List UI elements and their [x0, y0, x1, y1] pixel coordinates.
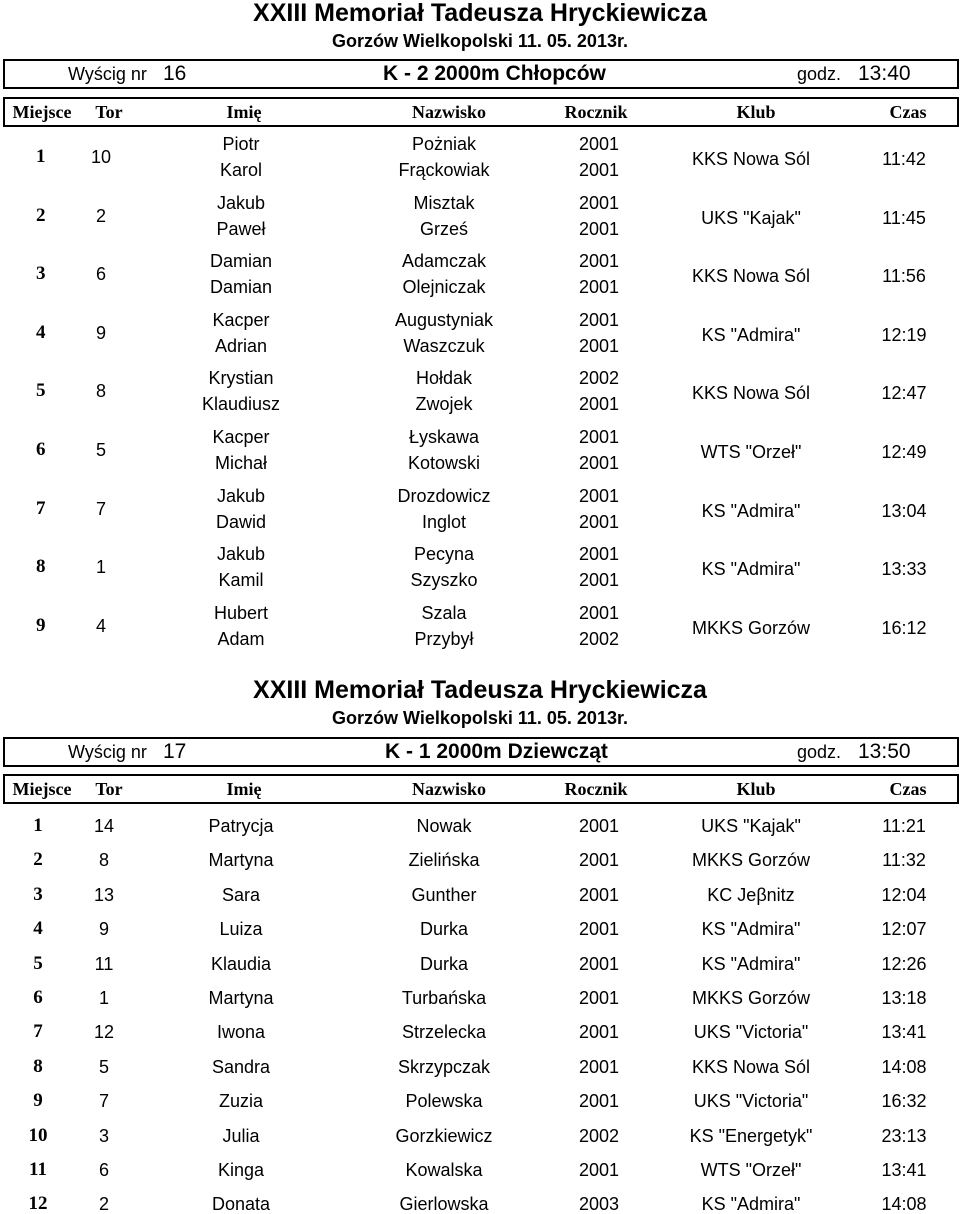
year-cell: 2001 [578, 988, 620, 1008]
club-cell: MKKS Gorzów [691, 988, 811, 1008]
club-cell: KS "Admira" [701, 953, 801, 974]
lane-cell: 13 [93, 884, 115, 905]
year-cell: 2001 [578, 394, 620, 415]
club-cell: KS "Admira" [701, 324, 801, 345]
year-cell: 2003 [578, 1194, 620, 1214]
lane-cell: 7 [98, 1091, 110, 1112]
place-cell: 7 [36, 497, 46, 519]
last-name-cell: Adamczak [401, 251, 487, 272]
place-cell: 1 [36, 146, 46, 167]
first-name-cell: Piotr [222, 134, 260, 154]
year-cell: 2001 [578, 570, 620, 591]
place-cell: 12 [28, 1193, 48, 1214]
lane-cell: 12 [93, 1022, 115, 1043]
lane-cell: 14 [93, 816, 115, 836]
time-cell: 13:33 [881, 559, 927, 580]
first-name-cell: Sandra [211, 1056, 271, 1077]
place-cell: 7 [33, 1021, 43, 1043]
time-cell: 13:41 [881, 1022, 927, 1043]
lane-cell: 10 [90, 147, 112, 167]
club-cell: WTS "Orzeł" [700, 442, 802, 462]
last-name-cell: Gorzkiewicz [395, 1125, 493, 1146]
year-cell: 2001 [578, 485, 620, 506]
time-cell: 11:45 [882, 207, 926, 228]
last-name-cell: Grześ [419, 218, 469, 239]
first-name-cell: Jakub [216, 485, 266, 506]
last-name-cell: Durka [419, 919, 469, 940]
first-name-cell: Klaudia [210, 953, 272, 974]
header-place: Miejsce [12, 779, 72, 799]
lane-cell: 6 [95, 264, 107, 285]
year-cell: 2001 [578, 1056, 620, 1077]
sheet-title: XXIII Memoriał Tadeusza Hryckiewicza [253, 0, 707, 27]
race-time: 13:50 [858, 740, 911, 763]
club-cell: KS "Admira" [701, 919, 801, 940]
club-cell: KKS Nowa Sól [691, 383, 811, 404]
first-name-cell: Kinga [217, 1160, 265, 1180]
last-name-cell: Misztak [413, 192, 475, 213]
club-cell: KS "Admira" [701, 559, 801, 580]
header-last-name: Nazwisko [411, 102, 487, 122]
place-cell: 8 [33, 1055, 43, 1077]
race-time-label: godz. [797, 742, 842, 762]
last-name-cell: Frąckowiak [398, 160, 490, 180]
club-cell: KKS Nowa Sól [691, 1056, 811, 1077]
lane-cell: 8 [98, 850, 110, 871]
place-cell: 3 [36, 263, 46, 285]
last-name-cell: Zielińska [408, 850, 480, 871]
last-name-cell: Turbańska [401, 988, 487, 1008]
place-cell: 6 [36, 439, 46, 460]
first-name-cell: Kacper [212, 309, 270, 330]
last-name-cell: Szala [421, 602, 467, 623]
sheet-subtitle: Gorzów Wielkopolski 11. 05. 2013r. [332, 31, 628, 51]
place-cell: 5 [36, 380, 46, 402]
race-event: K - 1 2000m Dziewcząt [385, 740, 608, 763]
last-name-cell: Drozdowicz [397, 485, 491, 506]
club-cell: KS "Energetyk" [689, 1125, 813, 1146]
first-name-cell: Zuzia [218, 1091, 264, 1112]
lane-cell: 1 [95, 557, 107, 578]
race-event: K - 2 2000m Chłopców [383, 62, 606, 85]
club-cell: KS "Admira" [701, 500, 801, 521]
year-cell: 2001 [578, 427, 620, 447]
year-cell: 2002 [578, 368, 620, 389]
year-cell: 2001 [578, 1160, 620, 1180]
last-name-cell: Skrzypczak [397, 1056, 491, 1077]
lane-cell: 5 [95, 440, 107, 460]
first-name-cell: Luiza [219, 919, 263, 940]
place-cell: 4 [36, 321, 46, 343]
time-cell: 13:04 [881, 500, 927, 521]
year-cell: 2001 [578, 335, 620, 356]
year-cell: 2001 [578, 453, 620, 473]
time-cell: 12:04 [881, 884, 927, 905]
first-name-cell: Martyna [208, 850, 274, 871]
header-first-name: Imię [226, 779, 262, 799]
year-cell: 2001 [578, 192, 620, 213]
header-first-name: Imię [226, 102, 262, 122]
last-name-cell: Łyskawa [408, 427, 480, 447]
lane-cell: 2 [95, 205, 107, 226]
race-info-box [3, 59, 959, 89]
place-cell: 8 [36, 556, 46, 578]
lane-cell: 6 [98, 1160, 110, 1180]
time-cell: 13:18 [881, 988, 927, 1008]
first-name-cell: Damian [209, 277, 273, 298]
time-cell: 23:13 [881, 1125, 927, 1146]
last-name-cell: Olejniczak [402, 277, 486, 298]
lane-cell: 2 [98, 1194, 110, 1214]
time-cell: 11:21 [882, 816, 926, 836]
last-name-cell: Hołdak [415, 368, 473, 389]
club-cell: UKS "Kajak" [701, 207, 801, 228]
year-cell: 2001 [578, 850, 620, 871]
club-cell: WTS "Orzeł" [700, 1160, 802, 1180]
first-name-cell: Hubert [213, 602, 269, 623]
first-name-cell: Dawid [215, 511, 267, 532]
time-cell: 12:26 [881, 953, 927, 974]
year-cell: 2001 [578, 511, 620, 532]
year-cell: 2001 [578, 816, 620, 836]
time-cell: 12:49 [881, 442, 927, 462]
club-cell: KS "Admira" [701, 1194, 801, 1214]
year-cell: 2001 [578, 1022, 620, 1043]
first-name-cell: Kacper [212, 427, 270, 447]
club-cell: UKS "Victoria" [693, 1022, 809, 1043]
last-name-cell: Gierlowska [399, 1194, 489, 1214]
header-time: Czas [889, 102, 927, 122]
year-cell: 2002 [578, 628, 620, 649]
place-cell: 1 [33, 815, 43, 836]
first-name-cell: Adam [217, 628, 265, 649]
first-name-cell: Klaudiusz [201, 394, 281, 415]
time-cell: 14:08 [881, 1056, 927, 1077]
last-name-cell: Waszczuk [403, 335, 485, 356]
time-cell: 14:08 [881, 1194, 927, 1214]
lane-cell: 9 [95, 322, 107, 343]
first-name-cell: Iwona [216, 1022, 266, 1043]
last-name-cell: Pożniak [411, 134, 477, 154]
place-cell: 2 [36, 204, 46, 226]
place-cell: 4 [33, 918, 43, 940]
header-club: Klub [736, 102, 776, 122]
lane-cell: 3 [98, 1125, 110, 1146]
time-cell: 11:56 [882, 266, 926, 287]
last-name-cell: Augustyniak [394, 309, 494, 330]
lane-cell: 11 [94, 953, 114, 974]
last-name-cell: Durka [419, 953, 469, 974]
place-cell: 10 [28, 1124, 48, 1146]
club-cell: KKS Nowa Sól [691, 149, 811, 169]
year-cell: 2001 [578, 134, 620, 154]
first-name-cell: Martyna [208, 988, 274, 1008]
first-name-cell: Damian [209, 251, 273, 272]
header-year: Rocznik [564, 102, 628, 122]
time-cell: 16:12 [881, 617, 927, 638]
sheet-title: XXIII Memoriał Tadeusza Hryckiewicza [253, 676, 707, 704]
last-name-cell: Zwojek [415, 394, 473, 415]
race-label: Wyścig nr [68, 64, 147, 84]
club-cell: MKKS Gorzów [691, 850, 811, 871]
first-name-cell: Karol [219, 160, 263, 180]
first-name-cell: Kamil [218, 570, 264, 591]
lane-cell: 7 [95, 498, 107, 519]
year-cell: 2001 [578, 309, 620, 330]
header-place: Miejsce [12, 102, 72, 122]
header-lane: Tor [95, 779, 123, 799]
year-cell: 2001 [578, 277, 620, 298]
sheet-subtitle: Gorzów Wielkopolski 11. 05. 2013r. [332, 708, 628, 728]
race-number: 17 [163, 740, 187, 763]
year-cell: 2002 [578, 1125, 620, 1146]
club-cell: UKS "Victoria" [693, 1091, 809, 1112]
year-cell: 2001 [578, 953, 620, 974]
first-name-cell: Michał [214, 453, 268, 473]
last-name-cell: Kotowski [407, 453, 481, 473]
first-name-cell: Sara [221, 884, 261, 905]
first-name-cell: Jakub [216, 192, 266, 213]
race-label: Wyścig nr [68, 742, 147, 762]
year-cell: 2001 [578, 251, 620, 272]
header-year: Rocznik [564, 779, 628, 799]
last-name-cell: Nowak [416, 816, 472, 836]
club-cell: UKS "Kajak" [701, 816, 801, 836]
race-time: 13:40 [858, 62, 911, 85]
lane-cell: 1 [98, 988, 110, 1008]
club-cell: KKS Nowa Sól [691, 266, 811, 287]
last-name-cell: Polewska [405, 1091, 483, 1112]
last-name-cell: Szyszko [410, 570, 478, 591]
place-cell: 2 [33, 849, 43, 871]
year-cell: 2001 [578, 919, 620, 940]
last-name-cell: Pecyna [413, 544, 475, 565]
lane-cell: 5 [98, 1056, 110, 1077]
year-cell: 2001 [578, 602, 620, 623]
race-time-label: godz. [797, 64, 842, 84]
time-cell: 12:47 [881, 383, 927, 404]
place-cell: 9 [33, 1090, 43, 1112]
time-cell: 13:41 [881, 1160, 927, 1180]
year-cell: 2001 [578, 1091, 620, 1112]
lane-cell: 8 [95, 381, 107, 402]
year-cell: 2001 [578, 218, 620, 239]
race-info-box [3, 737, 959, 767]
results-header [3, 774, 959, 804]
place-cell: 11 [29, 1159, 47, 1180]
header-time: Czas [889, 779, 927, 799]
header-last-name: Nazwisko [411, 779, 487, 799]
year-cell: 2001 [578, 884, 620, 905]
first-name-cell: Patrycja [208, 816, 274, 836]
last-name-cell: Inglot [421, 511, 467, 532]
last-name-cell: Gunther [411, 884, 477, 905]
last-name-cell: Kowalska [405, 1160, 483, 1180]
header-club: Klub [736, 779, 776, 799]
club-cell: KC Jeβnitz [707, 884, 795, 905]
place-cell: 9 [36, 614, 46, 636]
first-name-cell: Julia [222, 1125, 260, 1146]
place-cell: 5 [33, 952, 43, 974]
time-cell: 12:07 [881, 919, 927, 940]
header-lane: Tor [95, 102, 123, 122]
time-cell: 16:32 [881, 1091, 927, 1112]
club-cell: MKKS Gorzów [691, 617, 811, 638]
first-name-cell: Krystian [208, 368, 274, 389]
time-cell: 11:32 [882, 850, 926, 871]
time-cell: 12:19 [881, 324, 927, 345]
lane-cell: 4 [95, 615, 107, 636]
place-cell: 3 [33, 883, 43, 905]
lane-cell: 9 [98, 919, 110, 940]
first-name-cell: Adrian [214, 335, 268, 356]
year-cell: 2001 [578, 160, 620, 180]
place-cell: 6 [33, 987, 43, 1008]
year-cell: 2001 [578, 544, 620, 565]
time-cell: 11:42 [882, 149, 926, 169]
last-name-cell: Przybył [414, 628, 474, 649]
first-name-cell: Jakub [216, 544, 266, 565]
last-name-cell: Strzelecka [401, 1022, 487, 1043]
first-name-cell: Donata [211, 1194, 271, 1214]
results-header [3, 97, 959, 127]
race-number: 16 [163, 62, 187, 85]
first-name-cell: Paweł [216, 218, 266, 239]
